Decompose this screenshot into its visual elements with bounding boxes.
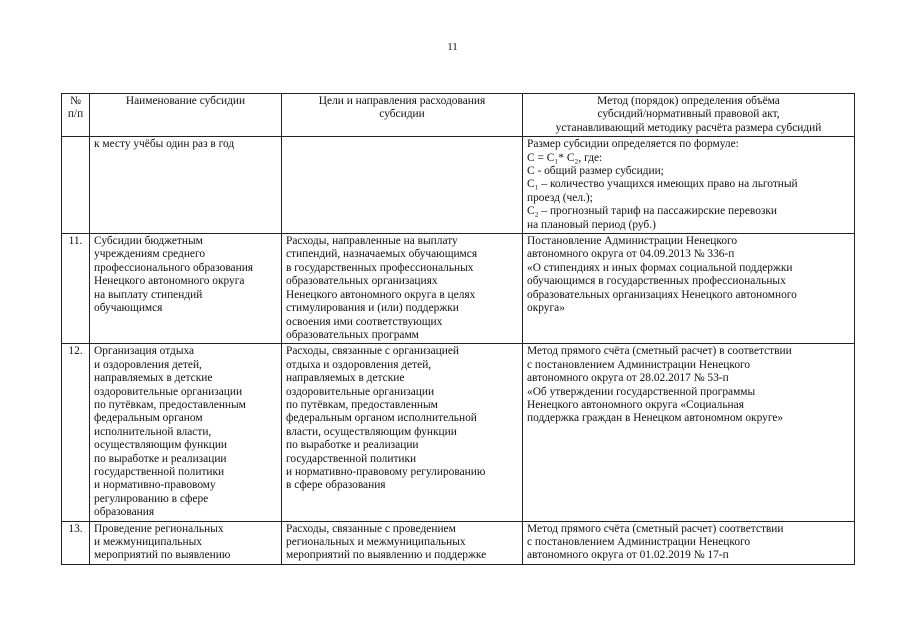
row-name-line: образования (94, 506, 155, 519)
header-name-line: Наименование субсидии (125, 95, 246, 107)
row-method-cell (523, 137, 855, 234)
row-name-line: оздоровительные организации (94, 385, 243, 398)
row-method-line: Ненецкого автономного округа «Социальная (527, 398, 744, 411)
row-goal-line: Ненецкого автономного округа в целях (286, 288, 476, 301)
row-name-line: и межмуниципальных (94, 536, 202, 548)
row-name-cell (90, 234, 282, 344)
row-name-line: исполнительной власти, (94, 425, 212, 438)
row-name-line: направляемых в детские (94, 372, 213, 385)
row-goal-line: мероприятий по выявлению и поддержке (286, 549, 487, 562)
row-name-line: Организация отдыха (94, 345, 195, 358)
row-method-line: Метод прямого счёта (сметный расчет) в соответствии (527, 345, 792, 358)
row-method-line: C₁ – количество учащихся имеющих право на льготный (527, 178, 798, 191)
row-name-line: государственной политики (94, 465, 225, 478)
row-method-cell (523, 344, 855, 521)
header-num (62, 94, 90, 137)
row-goal-line: по путёвкам, предоставленным (286, 398, 438, 411)
row-goal-line: Расходы, связанные с проведением (286, 522, 456, 535)
row-method-line: поддержка граждан в Ненецком автономном округе» (527, 412, 784, 425)
row-name-line: на выплату стипендий (94, 288, 203, 301)
row-goal-line: оздоровительные организации (286, 385, 435, 398)
row-method-line: обучающимся в государственных профессиональных (527, 275, 786, 288)
table-row (62, 344, 855, 521)
header-goal-line: субсидии (379, 108, 425, 121)
row-goal-cell (282, 234, 523, 344)
row-method-line: «Об утверждении государственной программы (527, 385, 756, 398)
row-name-line: к месту учёбы один раз в год (94, 138, 235, 151)
page-number: 11 (447, 41, 458, 53)
row-name-cell (90, 521, 282, 564)
row-goal-line: отдыха и оздоровления детей, (286, 358, 432, 371)
row-goal-line: по выработке и реализации (286, 439, 419, 452)
row-method-line: C = C₁* C₂, где: (527, 151, 603, 164)
row-method-line: округа» (527, 302, 565, 315)
row-method-line: с постановлением Администрации Ненецкого (527, 536, 751, 548)
row-name-line: по путёвкам, предоставленным (94, 398, 246, 411)
row-name-line: Проведение региональных (94, 522, 224, 535)
row-name-line: осуществляющим функции (94, 439, 228, 452)
row-goal-line: власти, осуществляющим функции (286, 425, 457, 438)
row-name-line: и оздоровления детей, (94, 358, 202, 371)
row-name-line: регулированию в сфере (94, 492, 209, 505)
header-method-line: устанавливающий методику расчёта размера субсидий (555, 121, 822, 134)
row-goal-line: Расходы, связанные с организацией (286, 345, 460, 358)
row-goal-cell (282, 137, 523, 234)
row-name-line: федеральным органом (94, 412, 203, 425)
header-method (523, 94, 855, 137)
row-name-cell (90, 344, 282, 521)
row-method-cell (523, 521, 855, 564)
row-method-line: автономного округа от 01.02.2019 № 17-п (527, 549, 729, 562)
table-row (62, 234, 855, 344)
row-method-line: образовательных организациях Ненецкого автономного (527, 288, 797, 301)
row-method-cell (523, 234, 855, 344)
row-goal-line: в сфере образования (286, 479, 386, 492)
table-row (62, 137, 855, 234)
row-method-line: автономного округа от 04.09.2013 № 336-п (527, 248, 735, 261)
row-number (62, 137, 90, 234)
row-name-line: учреждениям среднего (94, 248, 206, 261)
table-row (62, 521, 855, 564)
row-method-line: C - общий размер субсидии; (527, 165, 664, 178)
row-name-line: по выработке и реализации (94, 452, 227, 465)
header-method-line: субсидий/нормативный правовой акт, (597, 108, 780, 121)
header-num-line: п/п (67, 108, 84, 121)
row-number: 11. (62, 234, 90, 344)
row-number: 13. (62, 521, 90, 564)
header-method-line: Метод (порядок) определения объёма (597, 95, 780, 107)
row-goal-cell (282, 521, 523, 564)
row-goal-line: направляемых в детские (286, 372, 405, 385)
row-name-line: мероприятий по выявлению (94, 549, 231, 562)
row-name-cell (90, 137, 282, 234)
row-method-line: с постановлением Администрации Ненецкого (527, 358, 751, 371)
row-goal-line: освоения ими соответствующих (286, 315, 443, 328)
row-method-line: на плановый период (руб.) (527, 218, 656, 231)
header-goal (282, 94, 523, 137)
row-name-line: Субсидии бюджетным (94, 235, 203, 248)
row-method-line: Размер субсидии определяется по формуле: (527, 138, 739, 151)
row-goal-cell (282, 344, 523, 521)
row-goal-line: региональных и межмуниципальных (286, 536, 466, 548)
subsidies-table (61, 93, 855, 565)
row-goal-line: образовательных программ (286, 328, 419, 341)
row-method-line: Постановление Администрации Ненецкого (527, 235, 738, 248)
row-method-line: автономного округа от 28.02.2017 № 53-п (527, 372, 729, 385)
row-goal-line: Расходы, направленные на выплату (286, 235, 458, 248)
row-goal-line: и нормативно-правовому регулированию (286, 465, 486, 478)
row-method-line: проезд (чел.); (527, 191, 593, 204)
header-num-line: № (70, 95, 81, 107)
header-name (90, 94, 282, 137)
header-goal-line: Цели и направления расходования (318, 95, 486, 107)
row-goal-line: государственной политики (286, 452, 417, 465)
table-header-row (62, 94, 855, 137)
row-method-line: C₂ – прогнозный тариф на пассажирские перевозки (527, 205, 778, 218)
row-name-line: и нормативно-правовому (94, 479, 216, 492)
row-goal-line: стимулирования и (или) поддержки (286, 302, 459, 315)
row-goal-line: стипендий, назначаемых обучающимся (286, 248, 478, 261)
row-method-line: «О стипендиях и иных формах социальной поддержки (527, 261, 793, 274)
row-method-line: Метод прямого счёта (сметный расчет) соответствии (527, 522, 784, 535)
row-name-line: профессионального образования (94, 261, 254, 274)
table-body (62, 137, 855, 565)
row-goal-line: федеральным органом исполнительной (286, 412, 477, 425)
row-name-line: обучающимся (94, 302, 163, 315)
row-number: 12. (62, 344, 90, 521)
row-name-line: Ненецкого автономного округа (94, 275, 245, 288)
row-goal-line: образовательных организациях (286, 275, 438, 288)
row-goal-line: в государственных профессиональных (286, 261, 474, 274)
